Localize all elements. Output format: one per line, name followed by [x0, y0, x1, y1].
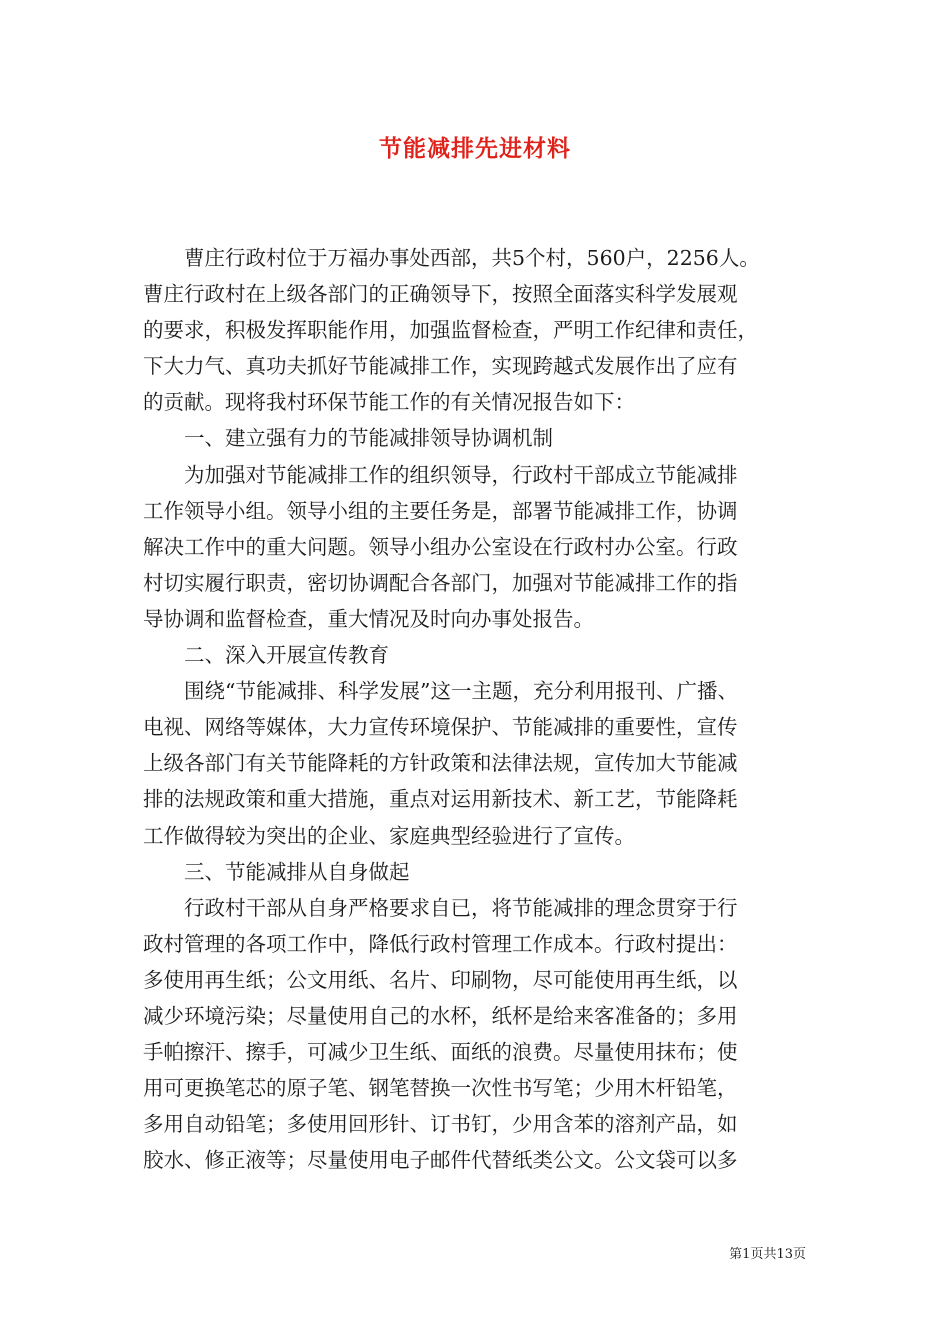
paragraph-line: 的要求，积极发挥职能作用，加强监督检查，严明工作纪律和责任， [143, 318, 758, 343]
paragraph-line: 政村管理的各项工作中，降低行政村管理工作成本。行政村提出： [143, 931, 738, 956]
paragraph-line: 工作做得较为突出的企业、家庭典型经验进行了宣传。 [143, 823, 635, 848]
document-body [143, 240, 808, 1178]
paragraph-line: 下大力气、真功夫抓好节能减排工作，实现跨越式发展作出了应有 [143, 354, 738, 379]
section-heading-3: 三、节能减排从自身做起 [184, 859, 410, 884]
section-heading-2: 二、深入开展宣传教育 [184, 643, 389, 668]
paragraph-line: 导协调和监督检查，重大情况及时向办事处报告。 [143, 606, 594, 631]
paragraph-line: 曹庄行政村位于万福办事处西部，共5个村，560户，2256人。 [184, 246, 760, 270]
paragraph-line: 胶水、修正液等；尽量使用电子邮件代替纸类公文。公文袋可以多 [143, 1148, 738, 1173]
paragraph-line: 用可更换笔芯的原子笔、钢笔替换一次性书写笔；少用木杆铅笔， [143, 1076, 738, 1101]
paragraph-line: 的贡献。现将我村环保节能工作的有关情况报告如下： [143, 390, 635, 415]
page-number: 第1页共13页 [729, 1247, 806, 1262]
paragraph-line: 围绕“节能减排、科学发展”这一主题，充分利用报刊、广播、 [184, 679, 738, 704]
paragraph-line: 多使用再生纸；公文用纸、名片、印刷物，尽可能使用再生纸，以 [143, 967, 738, 992]
paragraph-line: 排的法规政策和重大措施，重点对运用新技术、新工艺，节能降耗 [143, 787, 738, 812]
paragraph-line: 上级各部门有关节能降耗的方针政策和法律法规，宣传加大节能减 [143, 751, 738, 776]
section-heading-1: 一、建立强有力的节能减排领导协调机制 [184, 426, 553, 451]
paragraph-line: 减少环境污染；尽量使用自己的水杯，纸杯是给来客准备的；多用 [143, 1003, 738, 1028]
paragraph-line: 解决工作中的重大问题。领导小组办公室设在行政村办公室。行政 [143, 534, 738, 559]
document-title: 节能减排先进材料 [379, 135, 571, 162]
paragraph-line: 行政村干部从自身严格要求自已，将节能减排的理念贯穿于行 [184, 895, 738, 920]
paragraph-line: 曹庄行政村在上级各部门的正确领导下，按照全面落实科学发展观 [143, 282, 738, 307]
paragraph-line: 工作领导小组。领导小组的主要任务是，部署节能减排工作，协调 [143, 498, 738, 523]
paragraph-line: 多用自动铅笔；多使用回形针、订书钉，少用含苯的溶剂产品，如 [143, 1112, 738, 1137]
paragraph-line: 手帕擦汗、擦手，可减少卫生纸、面纸的浪费。尽量使用抹布；使 [143, 1040, 738, 1065]
paragraph-line: 为加强对节能减排工作的组织领导，行政村干部成立节能减排 [184, 462, 738, 487]
paragraph-line: 村切实履行职责，密切协调配合各部门，加强对节能减排工作的指 [143, 570, 738, 595]
paragraph-line: 电视、网络等媒体，大力宣传环境保护、节能减排的重要性，宣传 [143, 715, 738, 740]
